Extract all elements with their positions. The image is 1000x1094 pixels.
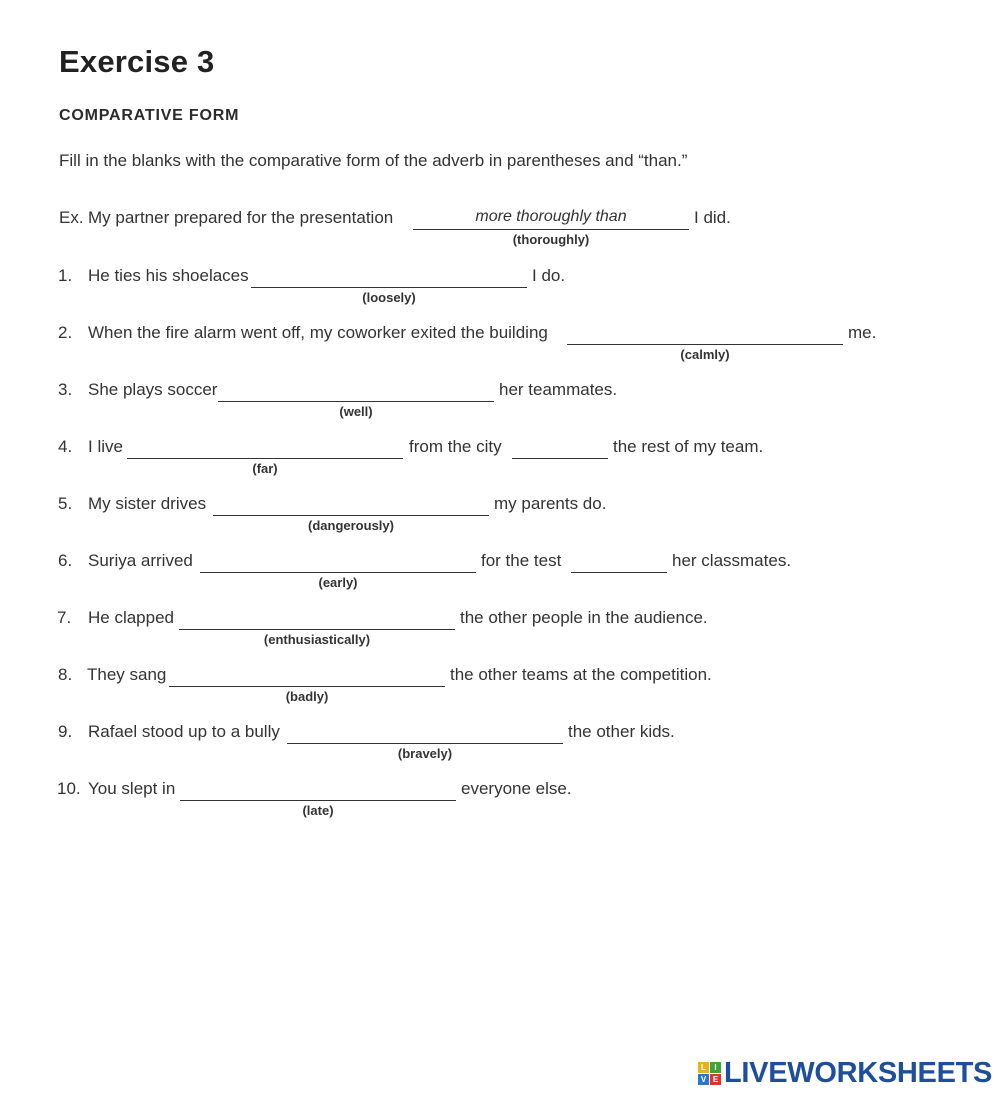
adverb-hint: (early) — [318, 575, 358, 590]
section-subtitle: COMPARATIVE FORM — [59, 107, 240, 124]
adverb-hint: (well) — [339, 404, 373, 419]
sentence-before: My sister drives — [88, 494, 207, 513]
sentence-before: I live — [88, 437, 123, 456]
answer-blank[interactable] — [180, 779, 456, 801]
item-number: 7. — [57, 608, 72, 627]
adverb-hint: (thoroughly) — [512, 232, 590, 247]
sentence-before: Suriya arrived — [88, 551, 193, 570]
adverb-hint: (badly) — [285, 689, 329, 704]
answer-blank[interactable] — [287, 722, 563, 744]
answer-blank[interactable] — [179, 608, 455, 630]
sentence-before: They sang — [87, 665, 167, 684]
sentence-after: her teammates. — [499, 380, 618, 399]
sentence-before: My partner prepared for the presentation — [88, 208, 394, 227]
sentence-before: Rafael stood up to a bully — [88, 722, 280, 741]
sentence-before: He ties his shoelaces — [88, 266, 249, 285]
sentence-after: the other kids. — [568, 722, 675, 741]
adverb-hint: (far) — [252, 461, 278, 476]
answer-blank[interactable] — [567, 323, 843, 345]
answer-blank[interactable] — [213, 494, 489, 516]
adverb-hint: (bravely) — [397, 746, 453, 761]
answer-blank[interactable] — [200, 551, 476, 573]
answer-blank[interactable] — [127, 437, 403, 459]
item-number: 9. — [58, 722, 73, 741]
adverb-hint: (loosely) — [362, 290, 416, 305]
sentence-before: She plays soccer — [88, 380, 218, 399]
brand-name: LIVEWORKSHEETS — [724, 1056, 993, 1089]
sentence-after: the rest of my team. — [613, 437, 764, 456]
sentence-middle: from the city — [409, 437, 502, 456]
sentence-after: me. — [848, 323, 877, 342]
logo-grid-icon — [698, 1062, 721, 1085]
sentence-after: I did. — [694, 208, 731, 227]
logo-tile: I — [710, 1062, 721, 1073]
instructions-text: Fill in the blanks with the comparative form of the adverb in parentheses and “than.” — [59, 151, 688, 170]
item-number: 5. — [58, 494, 73, 513]
answer-blank[interactable] — [218, 380, 494, 402]
logo-tile: E — [710, 1074, 721, 1085]
page-title: Exercise 3 — [59, 44, 215, 79]
sentence-before: You slept in — [88, 779, 176, 798]
answer-blank-than[interactable] — [571, 551, 667, 573]
item-number: 4. — [58, 437, 73, 456]
liveworksheets-logo[interactable] — [698, 1058, 992, 1088]
adverb-hint: (dangerously) — [308, 518, 394, 533]
item-number: 2. — [58, 323, 73, 342]
answer-blank[interactable] — [169, 665, 445, 687]
answer-blank[interactable] — [251, 266, 527, 288]
sentence-after: her classmates. — [672, 551, 792, 570]
example-answer-blank: more thoroughly than — [413, 208, 689, 230]
item-number: 6. — [58, 551, 73, 570]
sentence-middle: for the test — [481, 551, 562, 570]
item-number: 1. — [58, 266, 73, 285]
sentence-after: I do. — [532, 266, 566, 285]
example-number: Ex. — [59, 208, 84, 227]
adverb-hint: (enthusiastically) — [263, 632, 371, 647]
sentence-after: everyone else. — [461, 779, 572, 798]
sentence-before: He clapped — [88, 608, 175, 627]
sentence-after: my parents do. — [494, 494, 607, 513]
logo-tile: L — [698, 1062, 709, 1073]
answer-blank-than[interactable] — [512, 437, 608, 459]
item-number: 10. — [57, 779, 81, 798]
item-number: 3. — [58, 380, 73, 399]
item-number: 8. — [58, 665, 73, 684]
adverb-hint: (calmly) — [680, 347, 730, 362]
adverb-hint: (late) — [302, 803, 334, 818]
sentence-after: the other teams at the competition. — [450, 665, 712, 684]
logo-tile: V — [698, 1074, 709, 1085]
sentence-before: When the fire alarm went off, my coworker exited the building — [88, 323, 548, 342]
sentence-after: the other people in the audience. — [460, 608, 708, 627]
